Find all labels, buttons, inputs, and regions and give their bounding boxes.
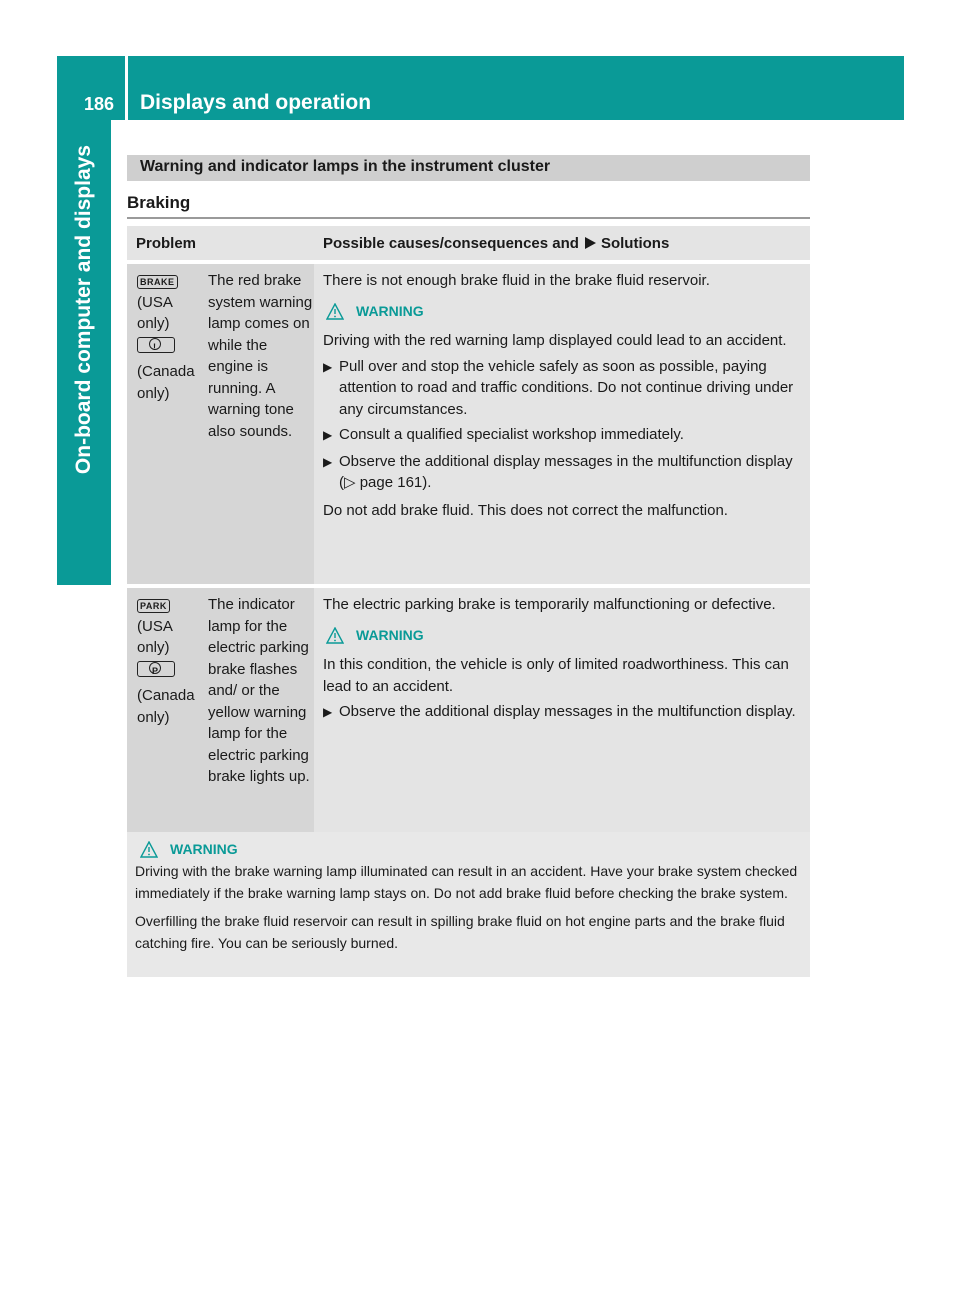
region-label: (Canada only)	[137, 363, 195, 402]
col-problem: Problem	[136, 234, 197, 252]
warning-heading	[140, 838, 803, 860]
region-label: (USA only)	[137, 293, 173, 332]
page-title: Displays and operation	[140, 91, 372, 114]
region-label: (Canada only)	[137, 687, 195, 726]
solution-cell	[314, 264, 810, 584]
cause-text: The electric parking brake is temporarily malfunctioning or defective.	[323, 596, 776, 613]
parking-circle-lamp-icon	[137, 661, 175, 677]
step-arrow-icon: ▶	[323, 428, 333, 442]
problem-text: The indicator lamp for the electric parking brake flashes and/ or the yellow warning lamp for the electric parking brake lights up.	[208, 596, 310, 785]
header-separator	[125, 56, 128, 120]
col-solutions-label: Possible causes/consequences and	[323, 234, 579, 252]
step-item	[323, 701, 804, 724]
step-text: Consult a qualified specialist workshop immediately.	[339, 426, 684, 443]
region-label: (USA only)	[137, 617, 173, 656]
section-title: Warning and indicator lamps in the instrument cluster	[140, 158, 551, 175]
exclamation-icon: !	[153, 341, 156, 352]
warning-paragraph: Overfilling the brake fluid reservoir can result in spilling brake fluid on hot engine parts and the brake fluid catching fire. You can be seriously burned.	[135, 913, 785, 951]
problem-text: The red brake system warning lamp comes on while the engine is running. A warning tone also sounds.	[208, 272, 313, 440]
warning-heading	[326, 301, 804, 323]
warning-label: WARNING	[356, 302, 424, 319]
table-row	[127, 264, 810, 584]
divider	[127, 217, 810, 219]
warning-box	[127, 832, 810, 977]
table-header	[127, 226, 810, 260]
warning-text: In this condition, the vehicle is only of limited roadworthiness. This can lead to an accident.	[323, 656, 789, 695]
solution-cell	[314, 588, 810, 845]
problem-cell	[127, 264, 314, 584]
problem-cell	[127, 588, 314, 845]
warning-label: WARNING	[170, 841, 238, 857]
lamp-cell	[137, 270, 208, 584]
cause-text: There is not enough brake fluid in the brake fluid reservoir.	[323, 272, 710, 289]
lamp-cell	[137, 594, 208, 845]
page-number: 186	[84, 94, 115, 114]
step-arrow-icon: ▶	[323, 359, 333, 374]
step-text: Pull over and stop the vehicle safely as soon as possible, paying attention to road and traffic conditions. Do not continue driving under any circumstances.	[339, 357, 794, 418]
warning-paragraph: Driving with the brake warning lamp illuminated can result in an accident. Have your brake system checked immediately if the brake warning lamp stays on. Do not add brake fluid before checking the brake system.	[135, 863, 798, 901]
col-solutions-label-2: Solutions	[600, 234, 670, 252]
sub-heading: Braking	[127, 193, 191, 212]
warning-text: Driving with the red warning lamp displayed could lead to an accident.	[323, 332, 787, 349]
step-arrow-icon: ▶	[323, 454, 333, 469]
brake-lamp-icon: BRAKE	[137, 275, 178, 289]
step-arrow-icon: ▶	[323, 705, 333, 719]
warning-triangle-icon	[326, 303, 344, 320]
note-text: Do not add brake fluid. This does not correct the malfunction.	[323, 501, 728, 519]
step-item	[323, 356, 804, 421]
step-text: Observe the additional display messages in the multifunction display.	[339, 703, 796, 720]
step-text: Observe the additional display messages in the multifunction display (▷ page 161).	[339, 452, 793, 491]
step-item	[323, 424, 804, 447]
side-tab-label: On-board computer and displays	[72, 145, 95, 475]
lamp-table	[127, 226, 810, 845]
step-item	[323, 451, 804, 494]
warning-triangle-icon	[140, 841, 158, 858]
warning-triangle-icon	[326, 627, 344, 644]
col-solutions	[314, 235, 810, 252]
warning-label: WARNING	[356, 626, 424, 643]
p-letter-icon: P	[152, 665, 159, 676]
arrow-right-icon	[583, 236, 597, 250]
park-lamp-icon: PARK	[137, 599, 170, 613]
warning-heading	[326, 625, 804, 647]
table-row	[127, 588, 810, 845]
brake-circle-lamp-icon	[137, 337, 175, 353]
